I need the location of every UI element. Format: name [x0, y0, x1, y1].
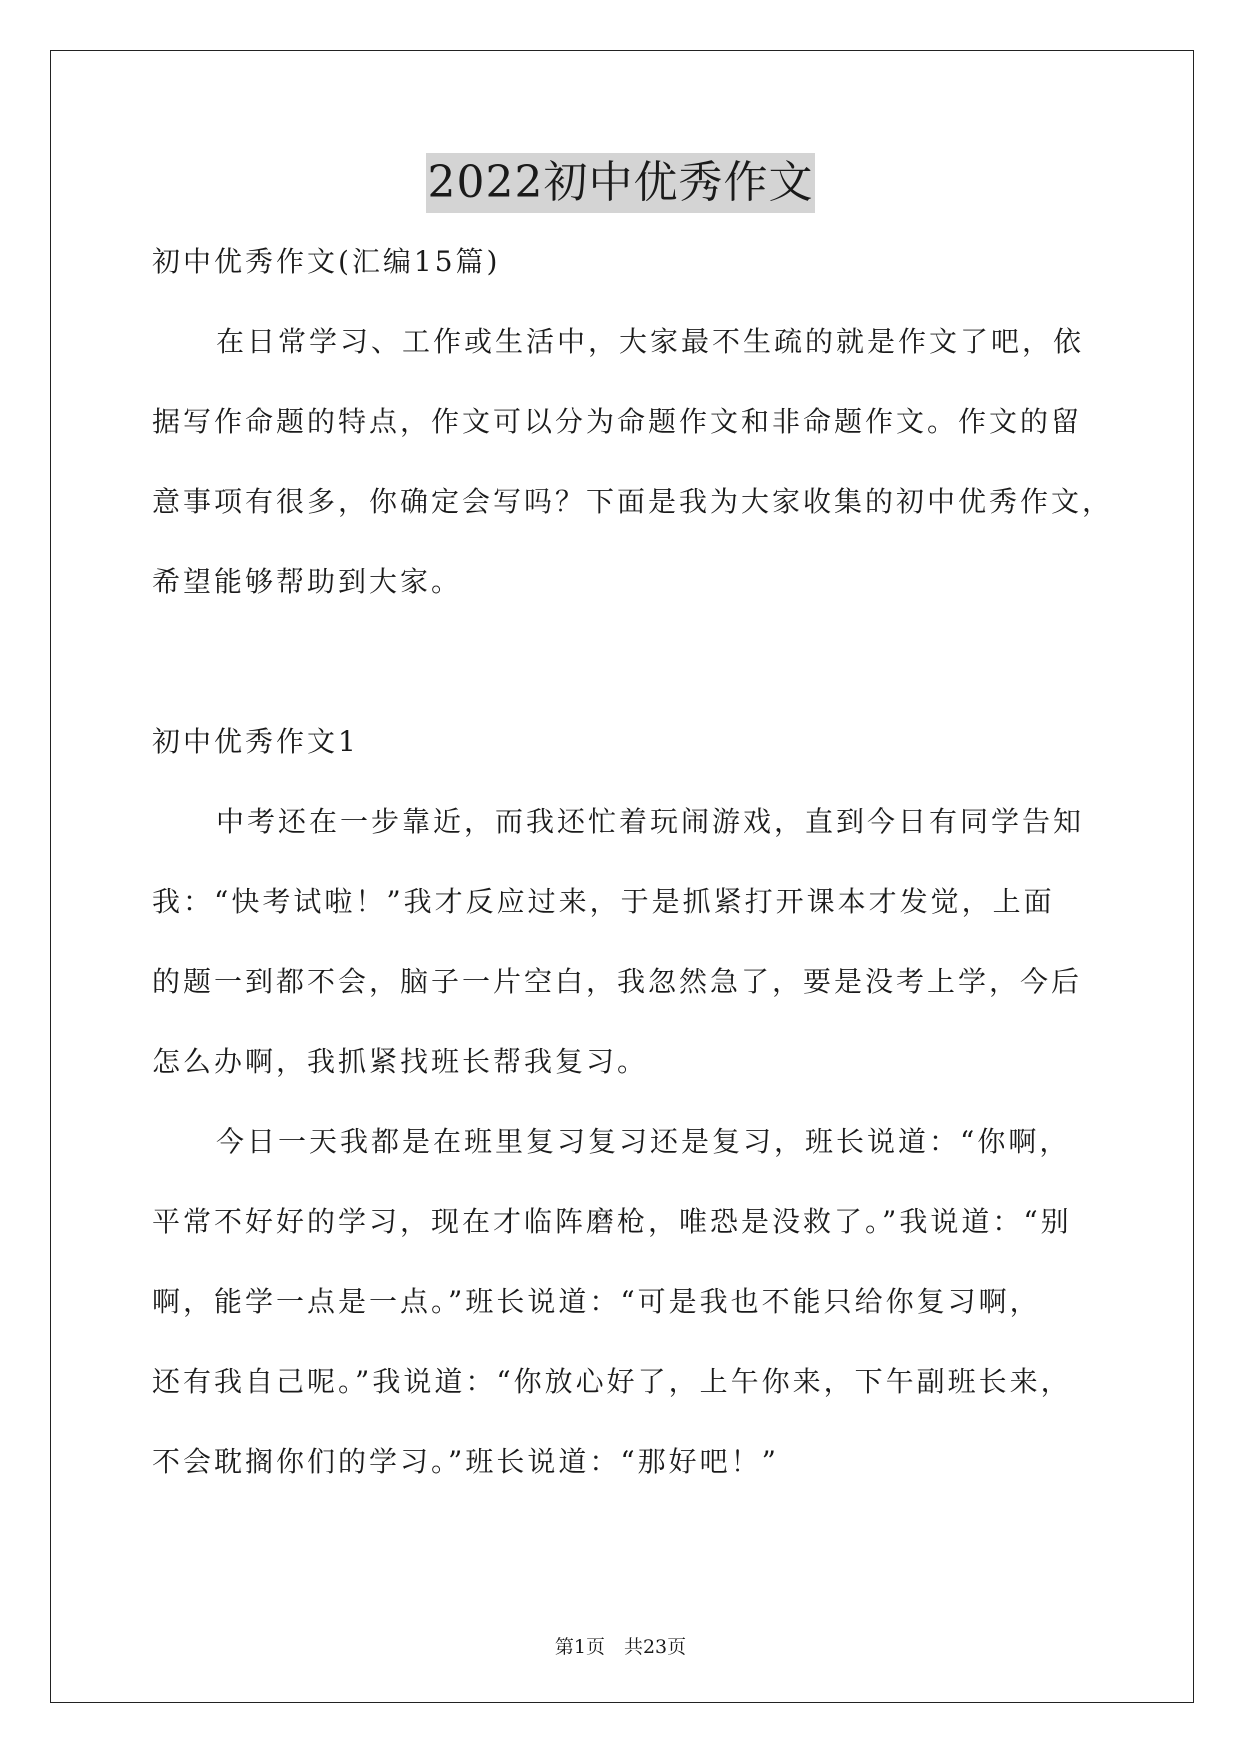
document-title: 2022初中优秀作文: [426, 153, 816, 213]
page-footer: 第1页 共23页: [554, 1636, 687, 1658]
intro-line: 据写作命题的特点，作文可以分为命题作文和非命题作文。作文的留: [152, 405, 1083, 438]
paragraph-line: 怎么办啊，我抓紧找班长帮我复习。: [152, 1045, 649, 1078]
paragraph-line: 啊，能学一点是一点。”班长说道：“可是我也不能只给你复习啊，: [152, 1285, 1041, 1318]
paragraph-line: 我：“快考试啦！”我才反应过来，于是抓紧打开课本才发觉，上面: [152, 885, 1055, 918]
paragraph-gap: [152, 632, 1112, 712]
paragraph-line: 不会耽搁你们的学习。”班长说道：“那好吧！”: [152, 1445, 779, 1478]
intro-line: 希望能够帮助到大家。: [152, 565, 463, 598]
document-body: [152, 232, 1112, 1512]
paragraph-line: 还有我自己呢。”我说道：“你放心好了，上午你来，下午副班长来，: [152, 1365, 1072, 1398]
essay-heading: 初中优秀作文1: [152, 725, 359, 758]
intro-line: 在日常学习、工作或生活中，大家最不生疏的就是作文了吧，依: [216, 325, 1085, 358]
intro-line: 意事项有很多，你确定会写吗？下面是我为大家收集的初中优秀作文，: [152, 485, 1114, 518]
paragraph-line: 今日一天我都是在班里复习复习还是复习，班长说道：“你啊，: [216, 1125, 1071, 1158]
title-container: [0, 153, 1241, 213]
subtitle: 初中优秀作文(汇编15篇): [152, 245, 501, 278]
paragraph-line: 的题一到都不会，脑子一片空白，我忽然急了，要是没考上学，今后: [152, 965, 1083, 998]
paragraph-line: 平常不好好的学习，现在才临阵磨枪，唯恐是没救了。”我说道：“别: [152, 1205, 1072, 1238]
paragraph-line: 中考还在一步靠近，而我还忙着玩闹游戏，直到今日有同学告知: [216, 805, 1085, 838]
